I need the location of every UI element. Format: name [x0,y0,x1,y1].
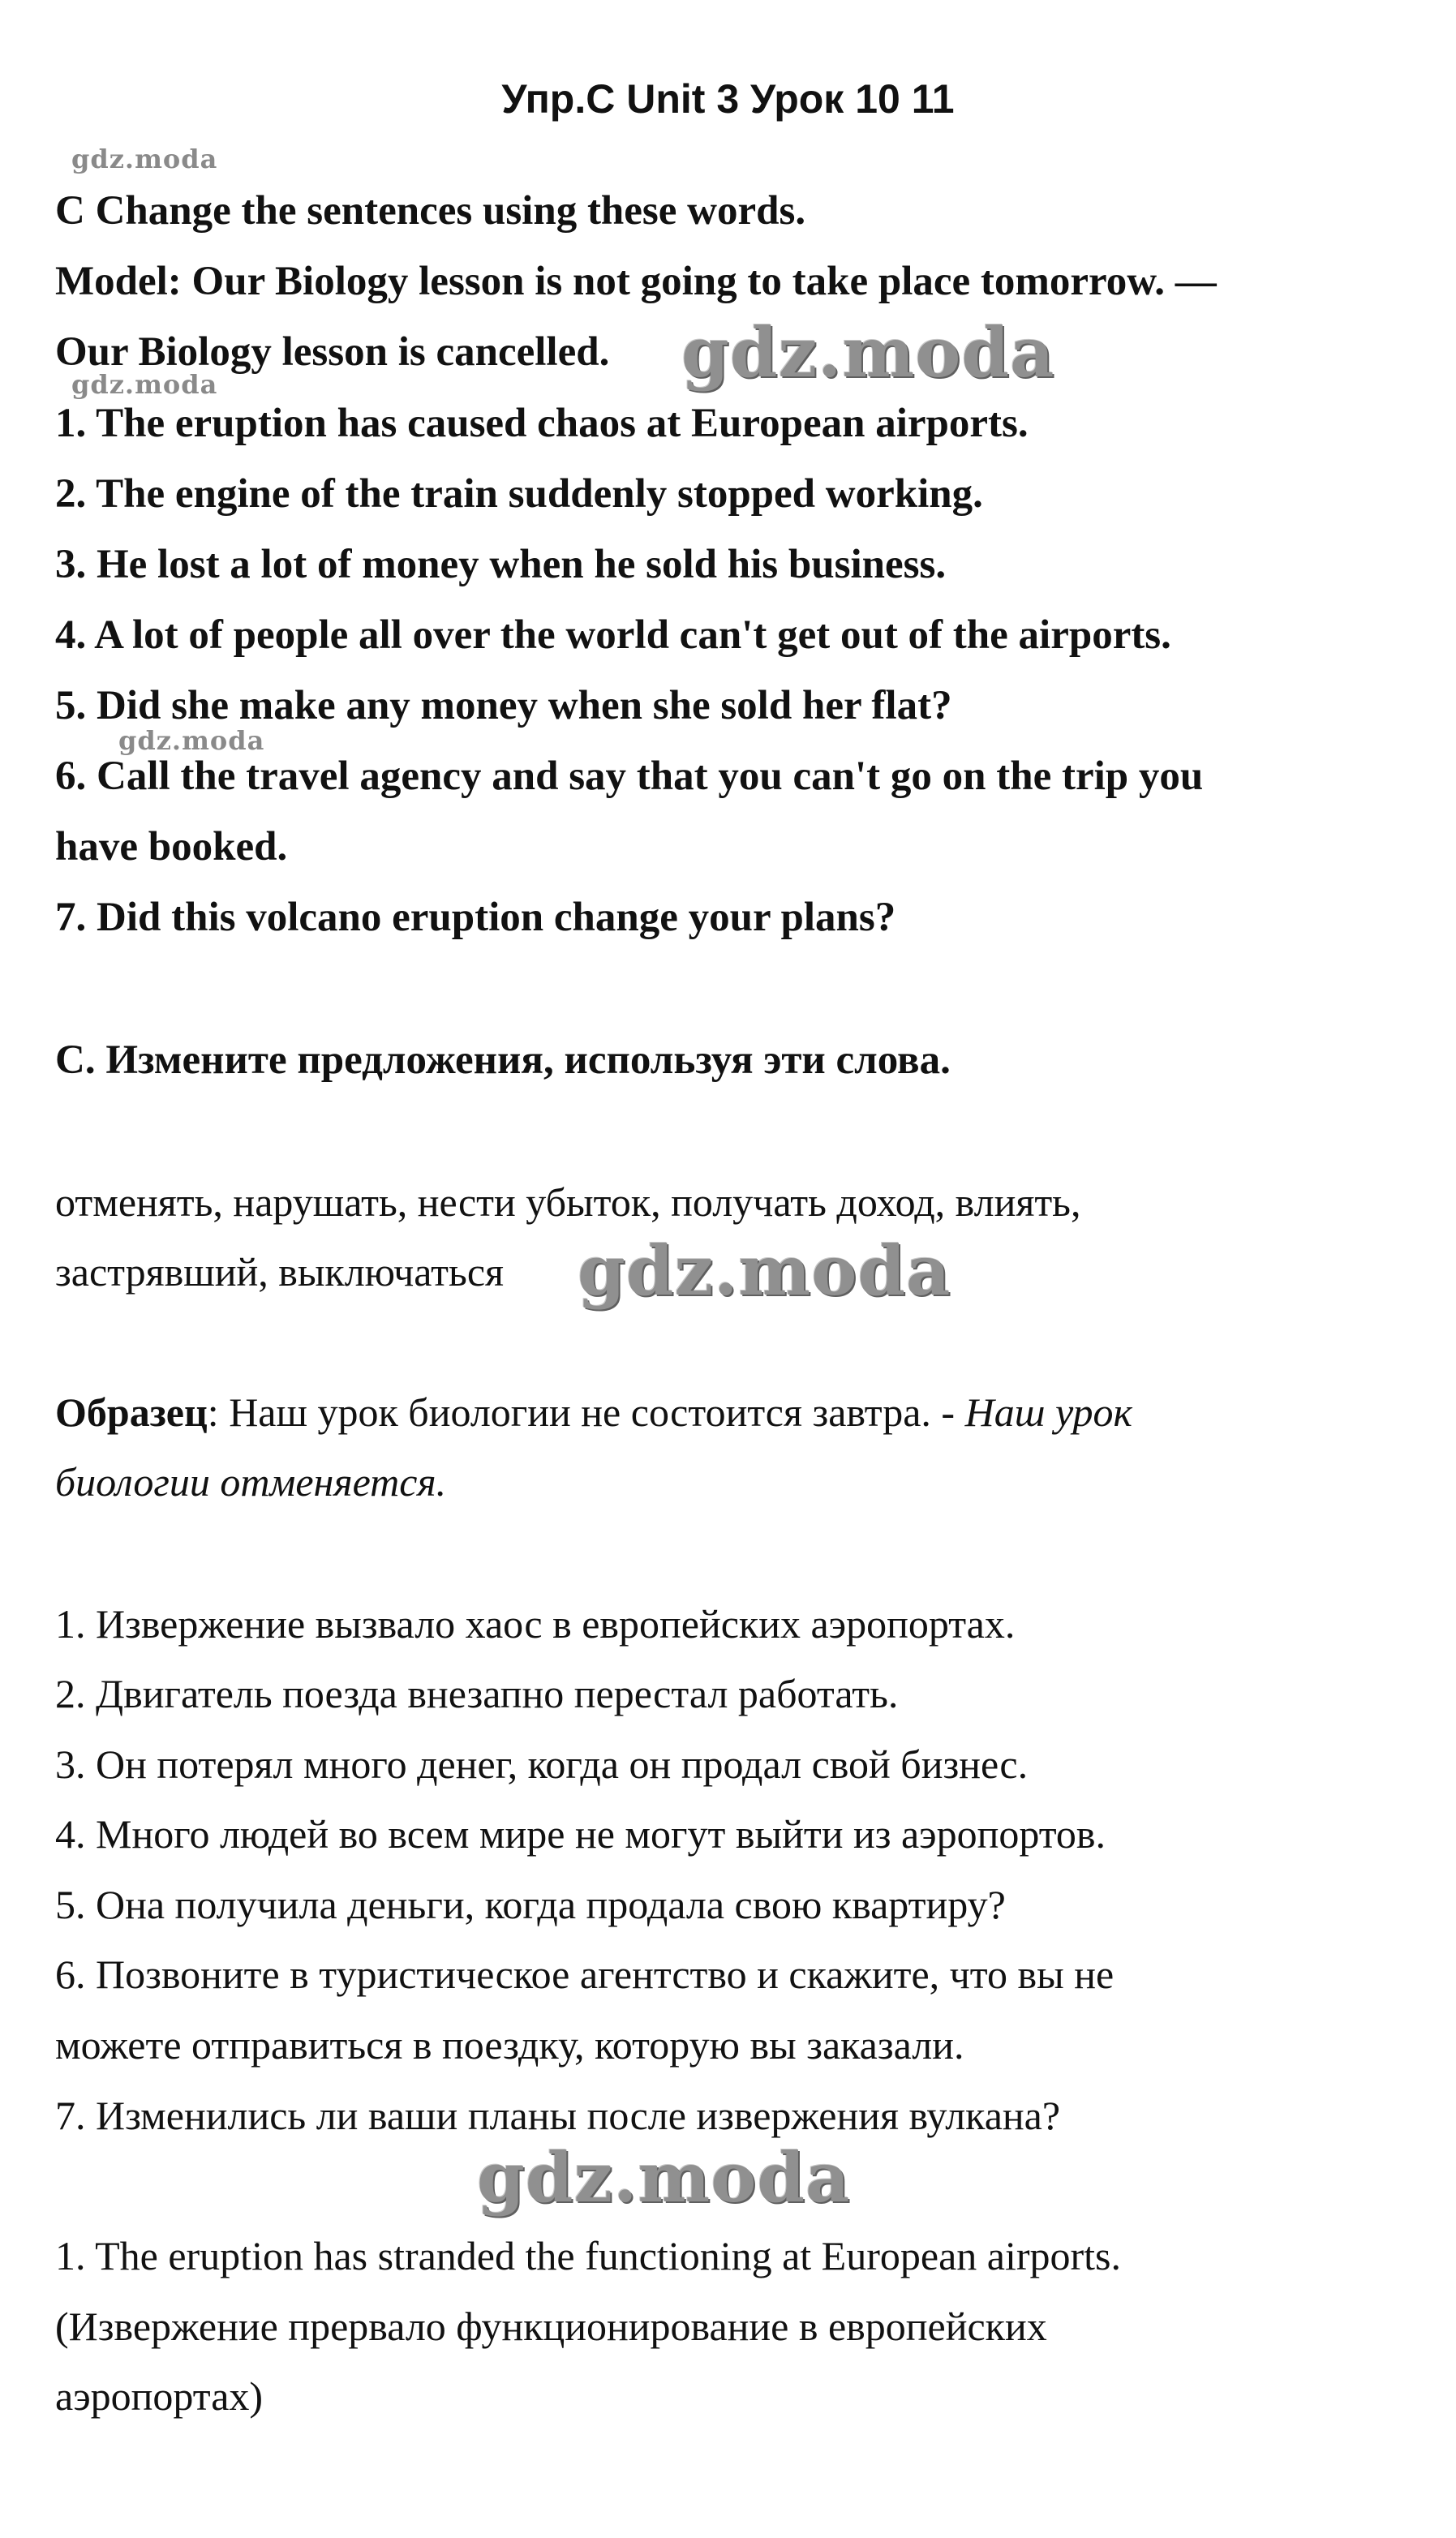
watermark-large: gdz.moda [681,312,1055,393]
model-line-en: Model: Our Biology lesson is not going to take place tomorrow. — [55,259,1217,304]
word-list: отменять, нарушать, нести убыток, получать доход, влиять, [55,1179,1081,1225]
sentence-en: 1. The eruption has caused chaos at European airports. [55,401,1029,446]
sentence-ru: можете отправиться в поездку, которую вы заказали. [55,2022,964,2068]
sentence-en: 3. He lost a lot of money when he sold his business. [55,542,947,587]
sentence-ru: 2. Двигатель поезда внезапно перестал работать. [55,1671,899,1716]
sentence-ru: 3. Он потерял много денег, когда он продал свой бизнес. [55,1741,1029,1787]
sentence-ru: 4. Много людей во всем мире не могут выйти из аэропортов. [55,1811,1106,1857]
model-line-en: Our Biology lesson is cancelled. [55,329,610,375]
sentence-ru: 1. Извержение вызвало хаос в европейских аэропортах. [55,1601,1016,1647]
task-heading-ru: C. Измените предложения, используя эти слова. [55,1037,951,1083]
sentence-en: 5. Did she make any money when she sold her flat? [55,683,952,728]
watermark-small: gdz.moda [71,144,218,174]
model-line-ru [55,1388,1132,1436]
model-answer: Наш урок [964,1389,1132,1435]
sentence-en: 7. Did this volcano eruption change your plans? [55,895,896,940]
page-title: Упр.C Unit 3 Урок 10 11 [501,76,955,122]
watermark-small: gdz.moda [71,369,218,400]
model-text: : Наш урок биологии не состоится завтра. - [207,1389,965,1435]
model-label: Образец [55,1389,208,1435]
model-answer: биологии отменяется. [55,1459,447,1505]
sentence-ru: 7. Изменились ли ваши планы после извержения вулкана? [55,2093,1061,2138]
sentence-en: 6. Call the travel agency and say that you can't go on the trip you [55,754,1204,799]
word-list: застрявший, выключаться [55,1249,505,1295]
answer-line: аэропортах) [55,2373,264,2419]
sentence-ru: 6. Позвоните в туристическое агентство и скажите, что вы не [55,1952,1115,1997]
answer-line: 1. The eruption has stranded the functioning at European airports. [55,2233,1121,2278]
sentence-en: 4. A lot of people all over the world can't get out of the airports. [55,612,1171,658]
sentence-en: have booked. [55,824,288,870]
sentence-ru: 5. Она получила деньги, когда продала свою квартиру? [55,1882,1006,1927]
task-heading-en: C Change the sentences using these words. [55,188,806,234]
watermark-small: gdz.moda [118,725,265,756]
sentence-en: 2. The engine of the train suddenly stopped working. [55,471,983,517]
watermark-large: gdz.moda [578,1230,951,1311]
watermark-large: gdz.moda [477,2137,851,2218]
answer-line: (Извержение прервало функционирование в европейских [55,2304,1047,2349]
